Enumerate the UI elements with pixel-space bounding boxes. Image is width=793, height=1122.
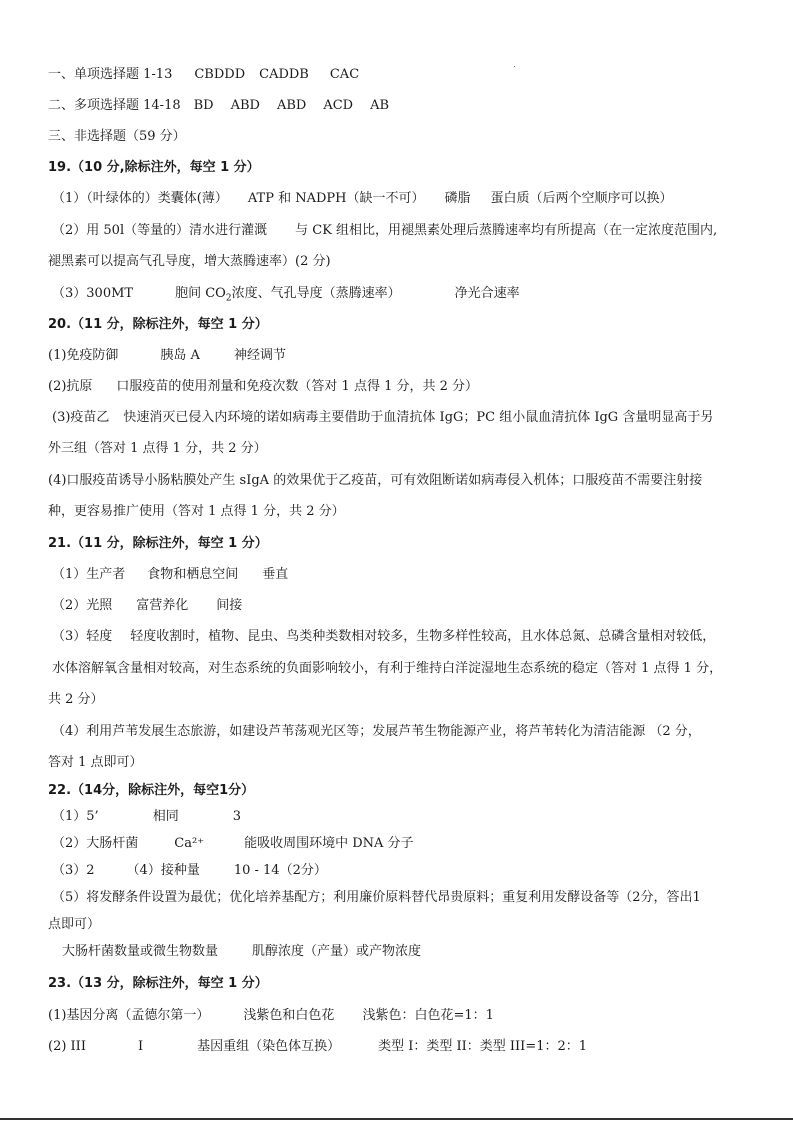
q20-line-3: (3)疫苗乙 快速消灭已侵入内环境的诺如病毒主要借助于血清抗体 IgG；PC 组小鼠血清抗体 IgG 含量明显高于另 [52,410,714,425]
q23-line-2: (2) III I 基因重组（染色体互换） 类型 I：类型 II：类型 III=1：2：1 [48,1039,588,1054]
answer-18: AB [370,98,390,113]
q22-line-3: （3）2 （4）接种量 10 - 14（2分） [52,863,327,878]
answer-14: BD [193,98,214,113]
q21-line-2: （2）光照 富营养化 间接 [52,598,243,613]
q19-heading: 19.（10 分,除标注外，每空 1 分） [48,160,260,175]
answer-16: ABD [276,98,307,113]
page-bottom-rule [0,1118,793,1120]
single-choice-label: 一、单项选择题 1-13 [48,67,173,82]
q20-line-4: (4)口服疫苗诱导小肠粘膜处产生 sIgA 的效果优于乙疫苗，可有效阻断诺如病毒侵入机体；口服疫苗不需要注射接 [48,473,703,488]
q22-heading: 22.（14分，除标注外，每空1分） [48,783,255,798]
non-choice-heading: 三、非选择题（59 分） [48,129,186,144]
q19-line-3: （3）300MT 胞间 $CO_2$浓度、气孔导度（蒸腾速率） 净光合速率 [52,286,520,304]
answer-group-1: CBDDD [194,67,246,82]
q22-line-4: （5）将发酵条件设置为最优；优化培养基配方；利用廉价原料替代昂贵原料；重复利用发酵设备等（2分，答出1 [52,890,701,905]
q21-line-3-end: 共 2 分） [48,692,104,707]
q21-line-3-cont: 水体溶解氧含量相对较高，对生态系统的负面影响较小，有利于维持白洋淀湿地生态系统的稳定（答对 1 点得 1 分， [52,661,723,676]
q21-line-4: （4）利用芦苇发展生态旅游，如建设芦苇荡观光区等；发展芦苇生物能源产业，将芦苇转化为清洁能源 （2 分， [52,724,701,739]
q19-line-2: （2）用 50l（等量的）清水进行灌溉 与 CK 组相比，用褪黑素处理后蒸腾速率均有所提高（在一定浓度范围内, [52,223,718,238]
q22-line-1: （1）5’ 相同 3 [52,809,241,824]
q22-line-5: 大肠杆菌数量或微生物数量 肌醇浓度（产量）或产物浓度 [62,944,422,959]
answer-group-3: CAC [329,67,360,82]
q20-line-4-cont: 种，更容易推广使用（答对 1 点得 1 分，共 2 分） [48,504,345,519]
multi-choice-line [48,99,389,112]
q21-line-1: （1）生产者 食物和栖息空间 垂直 [52,567,289,582]
q21-heading: 21.（11 分，除标注外，每空 1 分） [48,536,268,551]
q21-line-3: （3）轻度 轻度收割时，植物、昆虫、鸟类种类数相对较多，生物多样性较高，且水体总氮、总磷含量相对较低， [52,629,716,644]
q22-line-4-cont: 点即可） [48,917,101,932]
scan-speck [514,66,515,67]
answer-group-2: CADDB [259,67,309,82]
answer-15: ABD [230,98,260,113]
q21-line-4-cont: 答对 1 点即可） [48,755,143,770]
q19-line-2-cont: 褪黑素可以提高气孔导度，增大蒸腾速率）(2 分) [48,254,331,269]
answer-17: ACD [323,98,354,113]
q23-heading: 23.（13 分，除标注外，每空 1 分） [48,976,268,991]
q22-line-2: （2）大肠杆菌 Ca²⁺ 能吸收周围环境中 DNA 分子 [52,836,414,851]
q19-line-1: （1）（叶绿体的）类囊体(薄） ATP 和 NADPH（缺一不可） 磷脂 蛋白质（后两个空顺序可以换） [52,191,673,206]
multi-choice-label: 二、多项选择题 14-18 [48,98,181,113]
single-choice-line [48,68,359,81]
q23-line-1: (1)基因分离（孟德尔第一） 浅紫色和白色花 浅紫色：白色花=1：1 [48,1008,494,1023]
q20-line-1: (1)免疫防御 胰岛 A 神经调节 [48,348,286,363]
q20-heading: 20.（11 分，除标注外，每空 1 分） [48,317,268,332]
q20-line-3-cont: 外三组（答对 1 点得 1 分，共 2 分） [48,441,267,456]
q20-line-2: (2)抗原 口服疫苗的使用剂量和免疫次数（答对 1 点得 1 分，共 2 分） [48,379,479,394]
